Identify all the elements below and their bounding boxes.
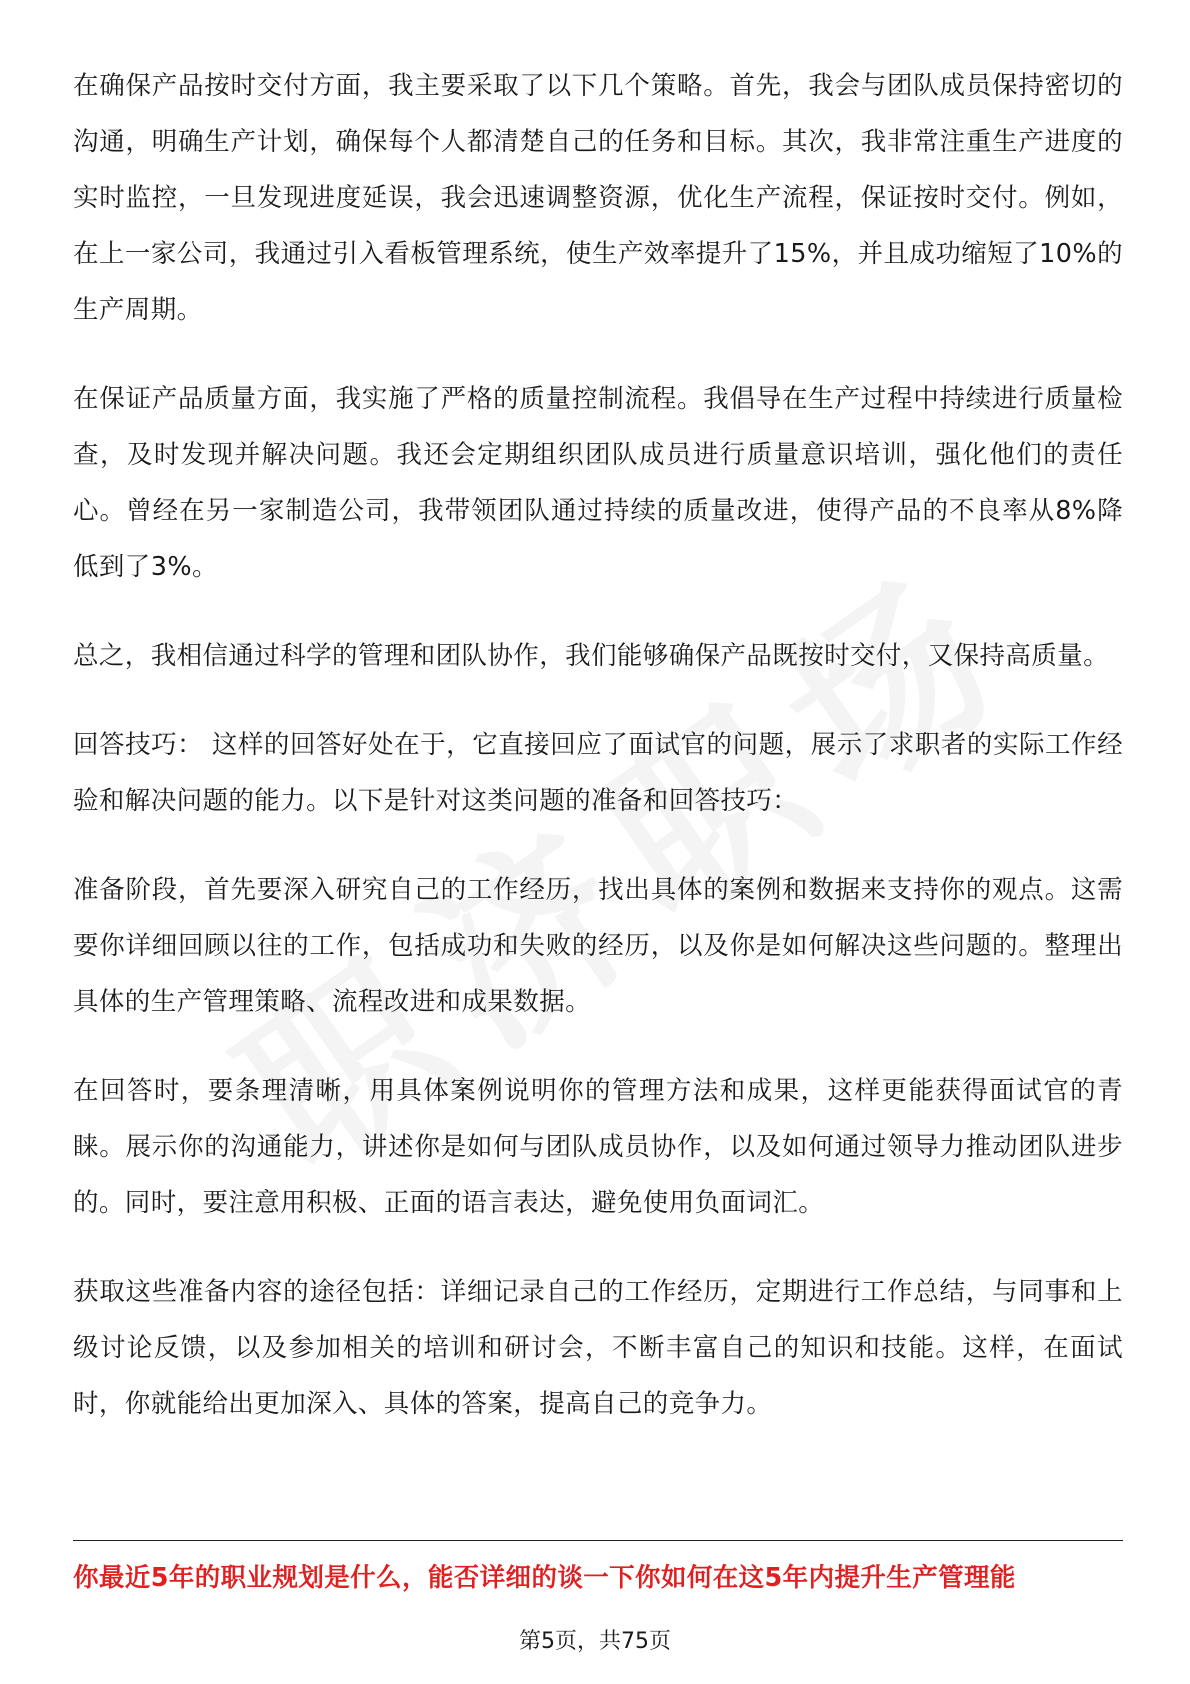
paragraph-answering: 在回答时，要条理清晰，用具体案例说明你的管理方法和成果，这样更能获得面试官的青睐。展示你的沟通能力，讲述你是如何与团队成员协作，以及如何通过领导力推动团队进步的。同时，要注意用积极、正面的语言表达，避免使用负面词汇。 — [73, 1076, 1123, 1218]
paragraph-preparation: 准备阶段，首先要深入研究自己的工作经历，找出具体的案例和数据来支持你的观点。这需要你详细回顾以往的工作，包括成功和失败的经历，以及你是如何解决这些问题的。整理出具体的生产管理策略、流程改进和成果数据。 — [73, 875, 1123, 1017]
page-number: 第5页，共75页 — [519, 1629, 671, 1654]
document-body — [73, 58, 1123, 1465]
paragraph-quality-control: 在保证产品质量方面，我实施了严格的质量控制流程。我倡导在生产过程中持续进行质量检查，及时发现并解决问题。我还会定期组织团队成员进行质量意识培训，强化他们的责任心。曾经在另一家制造公司，我带领团队通过持续的质量改进，使得产品的不良率从8%降低到了3%。 — [73, 384, 1123, 582]
section-divider — [73, 1540, 1123, 1541]
paragraph-sources: 获取这些准备内容的途径包括：详细记录自己的工作经历，定期进行工作总结，与同事和上级讨论反馈，以及参加相关的培训和研讨会，不断丰富自己的知识和技能。这样，在面试时，你就能给出更加深入、具体的答案，提高自己的竞争力。 — [73, 1277, 1123, 1419]
next-question-heading: 你最近5年的职业规划是什么，能否详细的谈一下你如何在这5年内提升生产管理能 — [73, 1563, 1016, 1593]
paragraph-summary: 总之，我相信通过科学的管理和团队协作，我们能够确保产品既按时交付，又保持高质量。 — [73, 641, 1110, 671]
paragraph-delivery-strategy: 在确保产品按时交付方面，我主要采取了以下几个策略。首先，我会与团队成员保持密切的沟通，明确生产计划，确保每个人都清楚自己的任务和目标。其次，我非常注重生产进度的实时监控，一旦发现进度延误，我会迅速调整资源，优化生产流程，保证按时交付。例如，在上一家公司，我通过引入看板管理系统，使生产效率提升了15%，并且成功缩短了10%的生产周期。 — [73, 71, 1123, 325]
paragraph-answer-tips: 回答技巧： 这样的回答好处在于，它直接回应了面试官的问题，展示了求职者的实际工作经验和解决问题的能力。以下是针对这类问题的准备和回答技巧： — [73, 730, 1123, 816]
